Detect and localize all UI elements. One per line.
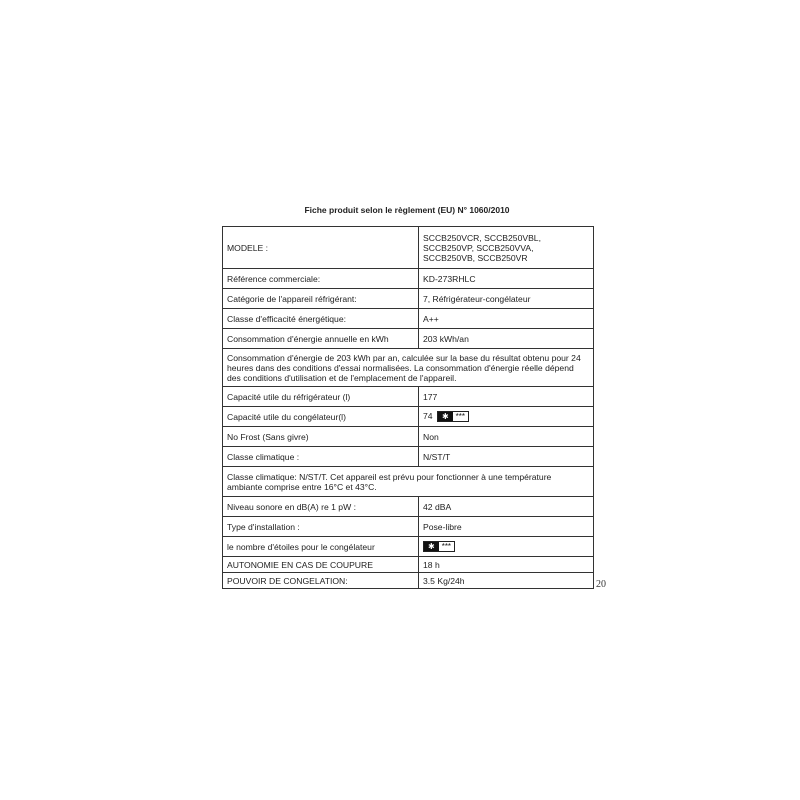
product-sheet-table — [222, 226, 594, 589]
row-label: AUTONOMIE EN CAS DE COUPURE — [223, 557, 419, 573]
row-label: No Frost (Sans givre) — [223, 427, 419, 447]
row-value: Pose-libre — [419, 517, 594, 537]
row-label: POUVOIR DE CONGELATION: — [223, 573, 419, 589]
table-row — [223, 269, 594, 289]
table-row — [223, 227, 594, 269]
table-row — [223, 387, 594, 407]
row-value: SCCB250VCR, SCCB250VBL, SCCB250VP, SCCB250VVA, SCCB250VB, SCCB250VR — [419, 227, 594, 269]
table-row — [223, 537, 594, 557]
row-label: Référence commerciale: — [223, 269, 419, 289]
freezer-four-star-icon: ✱ *** — [437, 411, 469, 422]
table-row-note — [223, 349, 594, 387]
row-value: 7, Réfrigérateur-congélateur — [419, 289, 594, 309]
row-value: N/ST/T — [419, 447, 594, 467]
row-label: Consommation d'énergie annuelle en kWh — [223, 329, 419, 349]
row-label: Niveau sonore en dB(A) re 1 pW : — [223, 497, 419, 517]
table-row — [223, 329, 594, 349]
freezer-four-star-icon: ✱ *** — [423, 541, 455, 552]
row-value: A++ — [419, 309, 594, 329]
table-row — [223, 407, 594, 427]
table-row — [223, 447, 594, 467]
table-row — [223, 427, 594, 447]
row-label: Type d'installation : — [223, 517, 419, 537]
row-label: Catégorie de l'appareil réfrigérant: — [223, 289, 419, 309]
row-value: KD-273RHLC — [419, 269, 594, 289]
row-label: Classe d'efficacité énergétique: — [223, 309, 419, 329]
page-number: 20 — [596, 579, 606, 590]
row-label: Capacité utile du congélateur(l) — [223, 407, 419, 427]
table-row — [223, 309, 594, 329]
table-row-note — [223, 467, 594, 497]
row-label: le nombre d'étoiles pour le congélateur — [223, 537, 419, 557]
climate-note: Classe climatique: N/ST/T. Cet appareil est prévu pour fonctionner à une température ambiante comprise entre 16°C et 43°C. — [223, 467, 594, 497]
row-value-cell — [419, 407, 594, 427]
row-value: 177 — [419, 387, 594, 407]
row-value: 203 kWh/an — [419, 329, 594, 349]
row-value: 42 dBA — [419, 497, 594, 517]
row-value-cell — [419, 537, 594, 557]
table-row — [223, 289, 594, 309]
row-label: MODELE : — [223, 227, 419, 269]
energy-note: Consommation d'énergie de 203 kWh par an, calculée sur la base du résultat obtenu pour 24 heures dans des conditions d'essai normalisées. La consommation d'énergie réelle dépend des conditions d'utilisation et de l'emplacement de l'appareil. — [223, 349, 594, 387]
document-title: Fiche produit selon le règlement (EU) N° 1060/2010 — [304, 205, 510, 215]
table-row — [223, 573, 594, 589]
row-value: 3.5 Kg/24h — [419, 573, 594, 589]
table-row — [223, 497, 594, 517]
row-value: 18 h — [419, 557, 594, 573]
row-label: Classe climatique : — [223, 447, 419, 467]
table-row — [223, 517, 594, 537]
row-value: 74 — [423, 410, 433, 421]
row-value: Non — [419, 427, 594, 447]
table-row — [223, 557, 594, 573]
row-label: Capacité utile du réfrigérateur (l) — [223, 387, 419, 407]
